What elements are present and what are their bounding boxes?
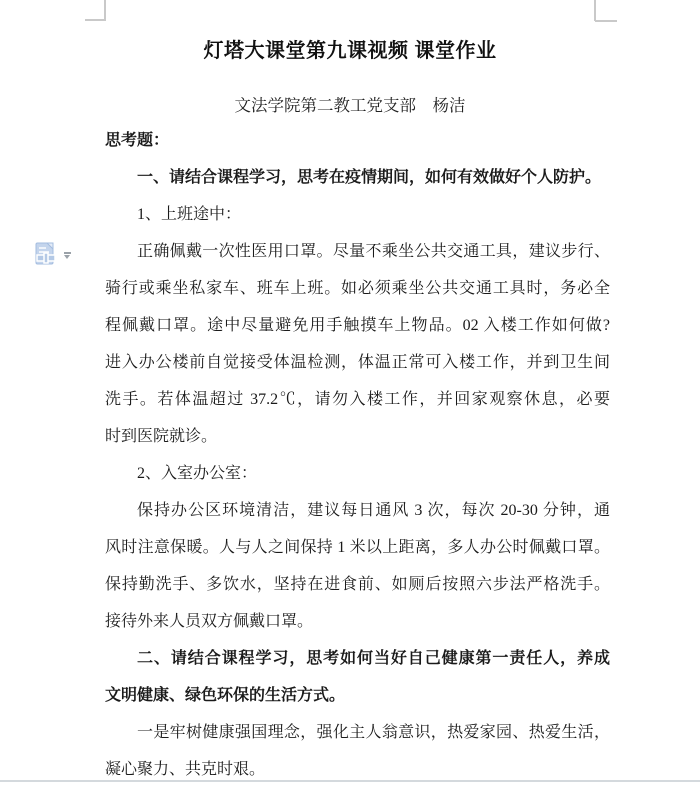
document-line: 时到医院就诊。 <box>105 428 218 445</box>
document-line: 接待外来人员双方佩戴口罩。 <box>105 613 314 630</box>
document-line: 骑行或乘坐私家车、班车上班。如必须乘坐公共交通工具时，务必全 <box>105 280 610 297</box>
dropdown-arrow-icon <box>63 252 72 260</box>
document-line: 程佩戴口罩。途中尽量避免用手触摸车上物品。02 入楼工作如何做? <box>105 317 610 334</box>
text-boundary-mark-left <box>85 19 106 21</box>
document-line: 凝心聚力、共克时艰。 <box>105 761 266 778</box>
document-byline: 文法学院第二教工党支部 杨洁 <box>234 96 466 115</box>
document-line: 保持办公区环境清洁，建议每日通风 3 次，每次 20-30 分钟，通 <box>137 502 610 519</box>
document-line: 二、请结合课程学习，思考如何当好自己健康第一责任人，养成 <box>137 650 610 667</box>
bottom-divider <box>0 780 700 782</box>
document-line: 一是牢树健康强国理念，强化主人翁意识，热爱家园、热爱生活， <box>137 724 610 741</box>
text-boundary-mark-left <box>104 0 106 20</box>
paste-options-button[interactable] <box>34 241 78 269</box>
document-title: 灯塔大课堂第九课视频 课堂作业 <box>203 40 497 62</box>
document-line: 风时注意保暖。人与人之间保持 1 米以上距离，多人办公时佩戴口罩。 <box>105 539 610 556</box>
text-boundary-mark-right <box>594 0 596 21</box>
text-boundary-mark-right <box>595 20 617 22</box>
document-line: 文明健康、绿色环保的生活方式。 <box>105 687 346 704</box>
document-body <box>105 122 610 788</box>
document-line: 洗手。若体温超过 37.2℃，请勿入楼工作，并回家观察休息，必要 <box>105 391 610 408</box>
document-line: 进入办公楼前自觉接受体温检测，体温正常可入楼工作，并到卫生间 <box>105 354 610 371</box>
document-line: 思考题： <box>105 132 170 149</box>
document-line: 正确佩戴一次性医用口罩。尽量不乘坐公共交通工具，建议步行、 <box>137 243 610 260</box>
document-line: 一、请结合课程学习，思考在疫情期间，如何有效做好个人防护。 <box>137 169 602 186</box>
document-line: 保持勤洗手、多饮水，坚持在进食前、如厕后按照六步法严格洗手。 <box>105 576 610 593</box>
document-line: 2、入室办公室： <box>137 465 258 482</box>
paste-options-icon <box>34 241 58 273</box>
document-line: 1、上班途中： <box>137 206 242 223</box>
